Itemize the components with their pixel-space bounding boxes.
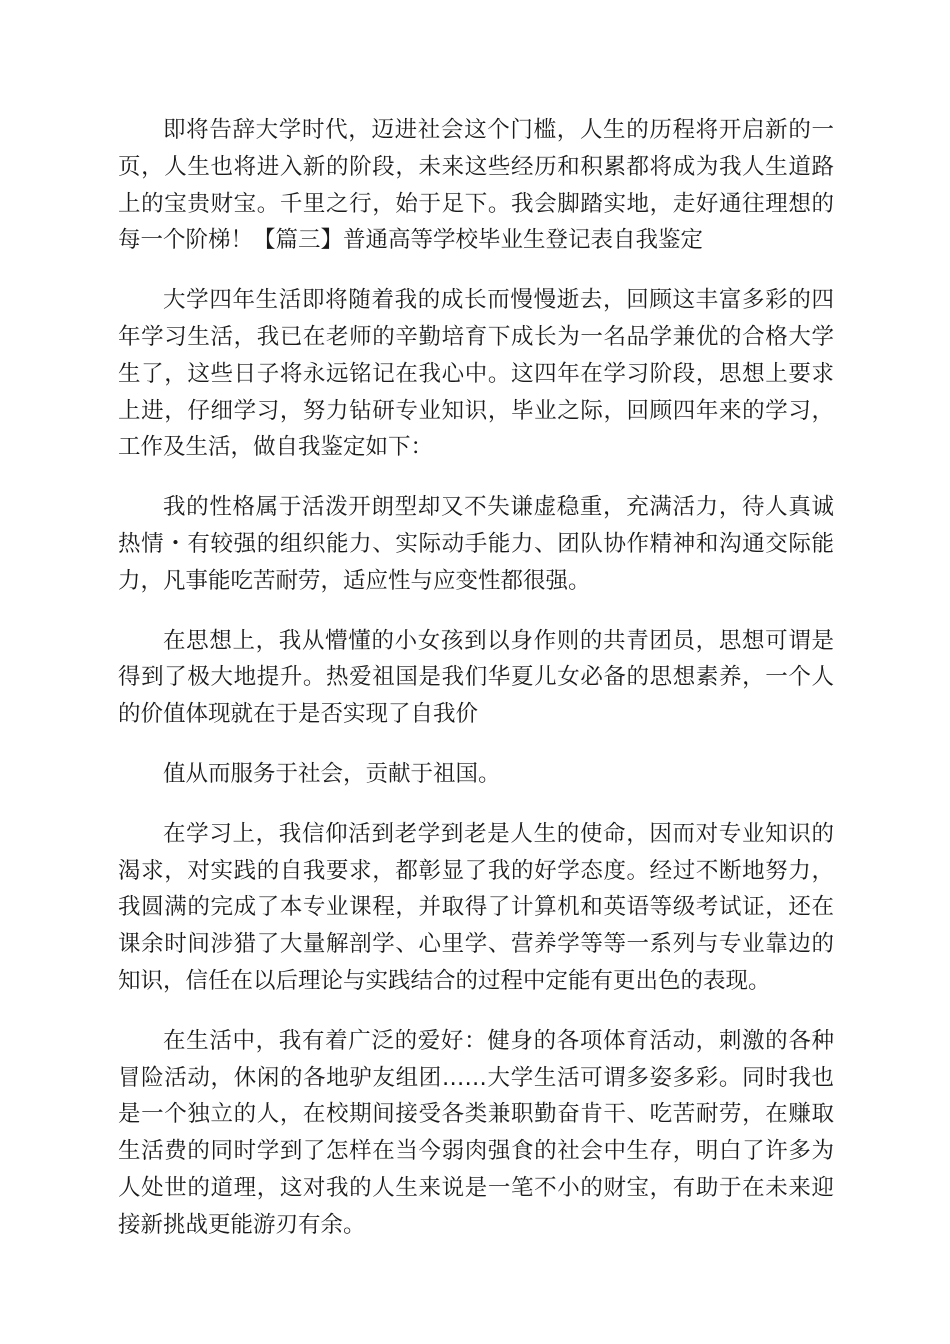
paragraph-gap xyxy=(118,466,834,489)
paragraph-6: 在学习上，我信仰活到老学到老是人生的使命，因而对专业知识的渴求，对实践的自我要求，都彰显了我的好学态度。经过不断地努力，我圆满的完成了本专业课程，并取得了计算机和英语等级考试证，还在课余时间涉猎了大量解剖学、心里学、营养学等等一系列与专业靠边的知识，信任在以后理论与实践结合的过程中定能有更出色的表现。 xyxy=(118,820,834,994)
paragraph-gap xyxy=(118,259,834,282)
paragraph-gap xyxy=(118,600,834,623)
paragraph-gap xyxy=(118,733,834,756)
document-body xyxy=(118,112,834,1244)
paragraph-5: 值从而服务于社会，贡献于祖国。 xyxy=(163,760,501,787)
paragraph-7: 在生活中，我有着广泛的爱好：健身的各项体育活动，刺激的各种冒险活动，休闲的各地驴友组团……大学生活可谓多姿多彩。同时我也是一个独立的人，在校期间接受各类兼职勤奋肯干、吃苦耐劳，在赚取生活费的同时学到了怎样在当今弱肉强食的社会中生存，明白了许多为人处世的道理，这对我的人生来说是一笔不小的财宝，有助于在未来迎接新挑战更能游刃有余。 xyxy=(118,1027,834,1238)
paragraph-1: 即将告辞大学时代，迈进社会这个门槛，人生的历程将开启新的一页，人生也将进入新的阶段，未来这些经历和积累都将成为我人生道路上的宝贵财宝。千里之行，始于足下。我会脚踏实地，走好通往理想的每一个阶梯！【篇三】普通高等学校毕业生登记表自我鉴定 xyxy=(118,117,834,254)
paragraph-gap xyxy=(118,1000,834,1023)
paragraph-3: 我的性格属于活泼开朗型却又不失谦虚稳重，充满活力，待人真诚热情・有较强的组织能力、实际动手能力、团队协作精神和沟通交际能力，凡事能吃苦耐劳，适应性与应变性都很强。 xyxy=(118,494,834,594)
paragraph-gap xyxy=(118,793,834,816)
paragraph-4: 在思想上，我从懵懂的小女孩到以身作则的共青团员，思想可谓是得到了极大地提升。热爱祖国是我们华夏儿女必备的思想素养，一个人的价值体现就在于是否实现了自我价 xyxy=(118,627,834,728)
paragraph-2: 大学四年生活即将随着我的成长而慢慢逝去，回顾这丰富多彩的四年学习生活，我已在老师的辛勤培育下成长为一名品学兼优的合格大学生了，这些日子将永远铭记在我心中。这四年在学习阶段，思想上要求上进，仔细学习，努力钻研专业知识，毕业之际，回顾四年来的学习，工作及生活，做自我鉴定如下： xyxy=(118,287,834,461)
